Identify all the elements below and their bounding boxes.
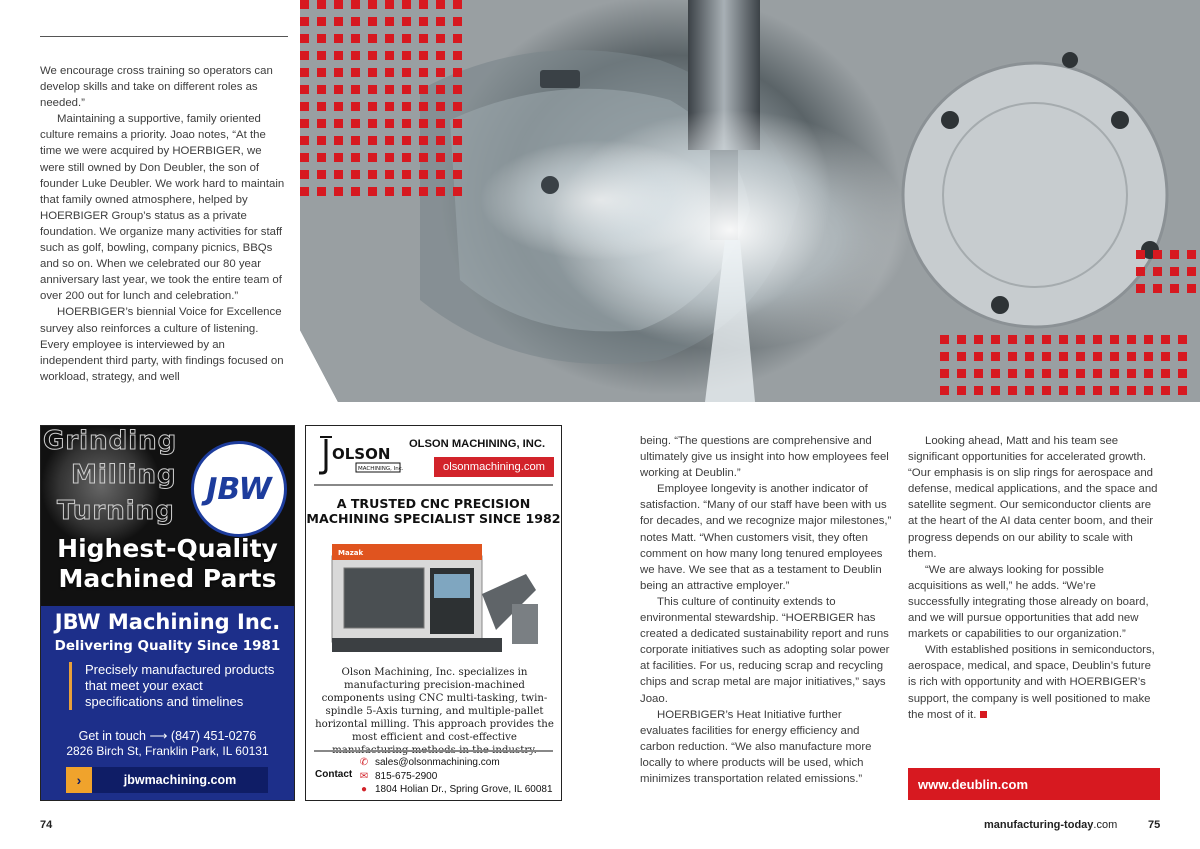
red-dot <box>1153 267 1162 276</box>
contact-label: Contact <box>315 769 353 780</box>
red-dot <box>334 102 343 111</box>
red-dot-pattern <box>300 0 462 196</box>
red-dot <box>1025 335 1034 344</box>
article-column-middle <box>640 433 892 787</box>
red-dot <box>1136 284 1145 293</box>
red-dot <box>940 369 949 378</box>
red-dot <box>368 85 377 94</box>
red-dot <box>453 170 462 179</box>
logo-subtitle: MACHINING, Inc. <box>358 466 404 472</box>
divider <box>314 750 553 752</box>
red-dot <box>334 170 343 179</box>
red-dot <box>1059 335 1068 344</box>
red-dot <box>1042 369 1051 378</box>
red-dot <box>1178 352 1187 361</box>
red-dot <box>974 369 983 378</box>
red-dot <box>300 119 309 128</box>
red-dot <box>402 136 411 145</box>
red-dot <box>385 51 394 60</box>
red-dot <box>368 119 377 128</box>
red-dot <box>1187 267 1196 276</box>
red-dot <box>334 0 343 9</box>
red-dot <box>453 136 462 145</box>
red-dot <box>453 51 462 60</box>
red-dot <box>385 102 394 111</box>
red-dot <box>1153 284 1162 293</box>
red-dot <box>1170 267 1179 276</box>
red-dot <box>957 335 966 344</box>
deublin-website-link[interactable]: www.deublin.com <box>908 768 1160 800</box>
red-dot <box>436 85 445 94</box>
red-dot <box>402 119 411 128</box>
red-dot <box>368 34 377 43</box>
ad-description: Olson Machining, Inc. specializes in manufacturing precision-machined components using CNC multi-tasking, twin-spindle 5-Axis turning, and multiple-pallet horizontal milling. This approach provides the most efficient and cost-effective <box>315 667 554 743</box>
red-dot <box>334 136 343 145</box>
red-dot <box>1025 352 1034 361</box>
ad-phone[interactable]: 815-675-2900 <box>375 770 438 782</box>
red-dot <box>368 51 377 60</box>
red-dot <box>334 153 343 162</box>
red-dot <box>1008 386 1017 395</box>
red-dot <box>351 51 360 60</box>
red-dot <box>1161 369 1170 378</box>
red-dot <box>368 153 377 162</box>
olson-machining-ad[interactable] <box>305 425 562 801</box>
red-dot <box>419 136 428 145</box>
red-dot <box>436 136 445 145</box>
contact-address-row <box>358 783 553 797</box>
red-dot <box>1110 335 1119 344</box>
red-dot <box>317 136 326 145</box>
red-dot-pattern <box>940 335 1187 395</box>
red-dot <box>991 352 1000 361</box>
red-dot <box>368 102 377 111</box>
red-dot <box>957 369 966 378</box>
ad-website-link[interactable]: olsonmachining.com <box>434 457 554 477</box>
red-dot <box>368 0 377 9</box>
red-dot <box>419 187 428 196</box>
red-dot-pattern <box>1136 250 1196 293</box>
red-dot <box>385 17 394 26</box>
ad-tagline: Delivering Quality Since 1981 <box>54 638 281 654</box>
red-dot <box>1008 352 1017 361</box>
red-dot <box>1136 267 1145 276</box>
red-dot <box>436 153 445 162</box>
red-dot <box>436 34 445 43</box>
ad-description: Precisely manufactured products that meet your exact specifications and timelines <box>69 662 284 710</box>
red-dot <box>1170 250 1179 259</box>
red-dot <box>453 68 462 77</box>
end-of-article-mark <box>980 711 987 718</box>
article-column-left <box>40 63 288 385</box>
red-dot <box>419 17 428 26</box>
red-dot <box>940 352 949 361</box>
red-dot <box>453 17 462 26</box>
red-dot <box>1153 250 1162 259</box>
red-dot <box>402 17 411 26</box>
red-dot <box>351 34 360 43</box>
red-dot <box>300 85 309 94</box>
article-paragraph: This culture of continuity extends to environmental stewardship. “HOERBIGER has created a dedicated sustainability report and runs corporate initiatives such as adopting solar power at facilities. For us, reducing scrap and recycling chips and scrap metal are major initiatives,” says Joao. <box>640 595 890 705</box>
red-dot <box>402 170 411 179</box>
red-dot <box>1127 369 1136 378</box>
red-dot <box>385 153 394 162</box>
red-dot <box>1144 352 1153 361</box>
red-dot <box>453 85 462 94</box>
chevron-right-icon: › <box>66 767 92 793</box>
red-dot <box>974 386 983 395</box>
red-dot <box>436 102 445 111</box>
red-dot <box>368 170 377 179</box>
red-dot <box>1093 386 1102 395</box>
ad-headline: Highest-Quality Machined Parts <box>57 534 278 593</box>
red-dot <box>334 68 343 77</box>
red-dot <box>300 170 309 179</box>
page-number-left: 74 <box>40 819 53 831</box>
red-dot <box>1059 352 1068 361</box>
red-dot <box>436 68 445 77</box>
red-dot <box>300 153 309 162</box>
red-dot <box>1076 386 1085 395</box>
article-paragraph: Employee longevity is another indicator of satisfaction. “Many of our staff have been with us for decades, and we recognize major milestones,” notes Matt. “When customers visit, they often comment on how many long tenured employees we have. We see that as a testament to Deublin being an attractive employer.” <box>640 483 892 592</box>
article-paragraph: We encourage cross training so operators can develop skills and take on different roles as needed.” <box>40 65 273 110</box>
red-dot <box>317 153 326 162</box>
magazine-site[interactable]: manufacturing-today.com <box>984 819 1118 831</box>
contact-phone-row[interactable] <box>358 770 553 784</box>
red-dot <box>1144 369 1153 378</box>
red-dot <box>334 51 343 60</box>
ad-watermark-text: Milling <box>71 460 177 490</box>
red-dot <box>385 119 394 128</box>
red-dot <box>1093 369 1102 378</box>
red-dot <box>1093 352 1102 361</box>
red-dot <box>1127 386 1136 395</box>
red-dot <box>300 51 309 60</box>
red-dot <box>317 102 326 111</box>
red-dot <box>1025 369 1034 378</box>
red-dot <box>436 170 445 179</box>
arrow-right-icon: ⟶ <box>149 729 168 743</box>
red-dot <box>1178 335 1187 344</box>
red-dot <box>402 102 411 111</box>
ad-company-name: JBW Machining Inc. <box>54 610 281 634</box>
red-dot <box>940 386 949 395</box>
red-dot <box>385 68 394 77</box>
article-paragraph: Maintaining a supportive, family oriented culture remains a priority. Joao notes, “At the time we were acquired by HOERBIGER, we were still owned by Don Deubler, the son of founder Luke Deubler. We work hard to maintain that family owned atmosphere, helped by HOERBIGER Group’s status as a private foundation. We organize many activities for staff such as golf, bowling, company picnics, BBQs and so on. When we celebrated our 80 year anniversary last year, we took the entire team of over 200 out for lunch and celebration.” <box>40 113 285 303</box>
red-dot <box>419 68 428 77</box>
red-dot <box>1144 386 1153 395</box>
red-dot <box>1093 335 1102 344</box>
red-dot <box>334 34 343 43</box>
jbw-machining-ad[interactable] <box>40 425 295 801</box>
red-dot <box>419 153 428 162</box>
red-dot <box>334 187 343 196</box>
red-dot <box>436 17 445 26</box>
red-dot <box>436 51 445 60</box>
red-dot <box>385 34 394 43</box>
red-dot <box>991 369 1000 378</box>
red-dot <box>317 170 326 179</box>
red-dot <box>402 187 411 196</box>
ad-headline: A TRUSTED CNC PRECISION MACHINING SPECIALIST SINCE 1982 <box>306 496 561 526</box>
red-dot <box>1059 386 1068 395</box>
red-dot <box>402 0 411 9</box>
red-dot <box>1187 284 1196 293</box>
contact-email-row[interactable] <box>358 756 553 770</box>
machine-brand: Mazak <box>338 549 364 557</box>
red-dot <box>402 153 411 162</box>
red-dot <box>385 136 394 145</box>
red-dot <box>1042 386 1051 395</box>
red-dot <box>991 335 1000 344</box>
red-dot <box>1161 386 1170 395</box>
red-dot <box>1178 386 1187 395</box>
red-dot <box>368 136 377 145</box>
red-dot <box>419 102 428 111</box>
red-dot <box>957 386 966 395</box>
red-dot <box>1042 335 1051 344</box>
red-dot <box>334 85 343 94</box>
red-dot <box>1178 369 1187 378</box>
red-dot <box>300 68 309 77</box>
red-dot <box>351 153 360 162</box>
article-paragraph: Looking ahead, Matt and his team see significant opportunities for accelerated growth. “Our emphasis is on slip rings for aerospace and defense, medical applications, and the space and satellite segment. Our semiconductor clients are at the heart of the AI data center boom, and their progress depends on our ability to scale with them. <box>908 435 1158 560</box>
red-dot <box>1161 335 1170 344</box>
red-dot <box>385 170 394 179</box>
red-dot <box>351 119 360 128</box>
red-dot <box>1008 335 1017 344</box>
red-dot <box>368 17 377 26</box>
red-dot <box>402 68 411 77</box>
red-dot <box>1187 250 1196 259</box>
red-dot <box>351 102 360 111</box>
red-dot <box>1127 335 1136 344</box>
red-dot <box>419 34 428 43</box>
ad-company-name: OLSON MACHINING, INC. <box>408 438 546 450</box>
red-dot <box>1110 352 1119 361</box>
red-dot <box>940 335 949 344</box>
red-dot <box>300 17 309 26</box>
red-dot <box>1161 352 1170 361</box>
red-dot <box>368 187 377 196</box>
red-dot <box>974 352 983 361</box>
red-dot <box>334 119 343 128</box>
jbw-logo: JBW <box>191 441 287 537</box>
red-dot <box>991 386 1000 395</box>
red-dot <box>436 119 445 128</box>
olson-logo <box>316 433 404 477</box>
red-dot <box>1170 284 1179 293</box>
logo-word: OLSON <box>332 445 391 463</box>
red-dot <box>1110 369 1119 378</box>
red-dot <box>453 153 462 162</box>
ad-website-button[interactable] <box>66 767 268 793</box>
ad-address: 1804 Holian Dr., Spring Grove, IL 60081 <box>375 784 553 795</box>
red-dot <box>317 17 326 26</box>
red-dot <box>453 34 462 43</box>
phone-icon: ✆ <box>359 757 369 768</box>
red-dot <box>1008 369 1017 378</box>
article-paragraph: HOERBIGER’s Heat Initiative further evaluates facilities for energy efficiency and carbon reduction. “We also manufacture more locally to where products will be used, which minimizes transportation related emissions.” <box>640 708 872 785</box>
contact-list <box>358 756 553 797</box>
ad-website-link[interactable]: jbwmachining.com <box>123 773 237 787</box>
divider <box>314 484 553 486</box>
red-dot <box>1127 352 1136 361</box>
red-dot <box>1076 335 1085 344</box>
red-dot <box>351 68 360 77</box>
red-dot <box>453 119 462 128</box>
ad-email[interactable]: sales@olsonmachining.com <box>375 757 500 768</box>
article-paragraph: With established positions in semiconductors, aerospace, medical, and space, Deublin’s future is rich with opportunity and with HOERBIGER’s support, the company is well positioned to make the most of it. <box>908 644 1155 721</box>
red-dot <box>1136 250 1145 259</box>
red-dot <box>1076 352 1085 361</box>
red-dot <box>1025 386 1034 395</box>
red-dot <box>351 187 360 196</box>
red-dot <box>368 68 377 77</box>
red-dot <box>402 85 411 94</box>
red-dot <box>300 0 309 9</box>
red-dot <box>974 335 983 344</box>
red-dot <box>402 51 411 60</box>
red-dot <box>351 170 360 179</box>
red-dot <box>317 51 326 60</box>
red-dot <box>300 34 309 43</box>
email-icon: ✉ <box>359 770 369 782</box>
red-dot <box>300 136 309 145</box>
red-dot <box>453 187 462 196</box>
red-dot <box>300 187 309 196</box>
red-dot <box>1144 335 1153 344</box>
column-top-rule <box>40 36 288 37</box>
red-dot <box>351 0 360 9</box>
red-dot <box>453 0 462 9</box>
location-pin-icon: ● <box>360 784 368 795</box>
red-dot <box>351 136 360 145</box>
red-dot <box>436 0 445 9</box>
ad-watermark-text: Turning <box>57 496 175 526</box>
ad-contact-line: Get in touch ⟶ (847) 451-0276 <box>78 729 257 743</box>
red-dot <box>957 352 966 361</box>
red-dot <box>317 187 326 196</box>
red-dot <box>317 68 326 77</box>
red-dot <box>385 85 394 94</box>
cnc-machine-image <box>326 534 544 662</box>
red-dot <box>419 170 428 179</box>
red-dot <box>385 187 394 196</box>
ad-phone[interactable]: (847) 451-0276 <box>170 729 257 743</box>
red-dot <box>385 0 394 9</box>
ad-watermark-text: Grinding <box>43 426 178 456</box>
red-dot <box>1076 369 1085 378</box>
ad-address: 2826 Birch St, Franklin Park, IL 60131 <box>66 744 269 758</box>
red-dot <box>419 119 428 128</box>
red-dot <box>317 85 326 94</box>
red-dot <box>317 0 326 9</box>
article-column-right <box>908 433 1160 723</box>
red-dot <box>317 119 326 128</box>
red-dot <box>1059 369 1068 378</box>
red-dot <box>402 34 411 43</box>
red-dot <box>300 102 309 111</box>
red-dot <box>1042 352 1051 361</box>
red-dot <box>317 34 326 43</box>
red-dot <box>419 85 428 94</box>
red-dot <box>351 85 360 94</box>
red-dot <box>419 0 428 9</box>
article-paragraph: HOERBIGER’s biennial Voice for Excellence survey also reinforces a culture of listening. Every employee is interviewed by an independent third party, with findings focused on workload, strategy, and well <box>40 306 284 383</box>
red-dot <box>436 187 445 196</box>
article-paragraph: being. “The questions are comprehensive and ultimately give us insight into how employees feel working at Deublin.” <box>640 435 889 480</box>
article-paragraph: “We are always looking for possible acquisitions as well,” he adds. “We’re successfully integrating those already on board, and we will pursue opportunities that add new markets or capabilities to our organization.” <box>908 563 1149 641</box>
red-dot <box>419 51 428 60</box>
red-dot <box>453 102 462 111</box>
red-dot <box>1110 386 1119 395</box>
red-dot <box>351 17 360 26</box>
red-dot <box>334 17 343 26</box>
page-number-right: 75 <box>1148 819 1161 831</box>
